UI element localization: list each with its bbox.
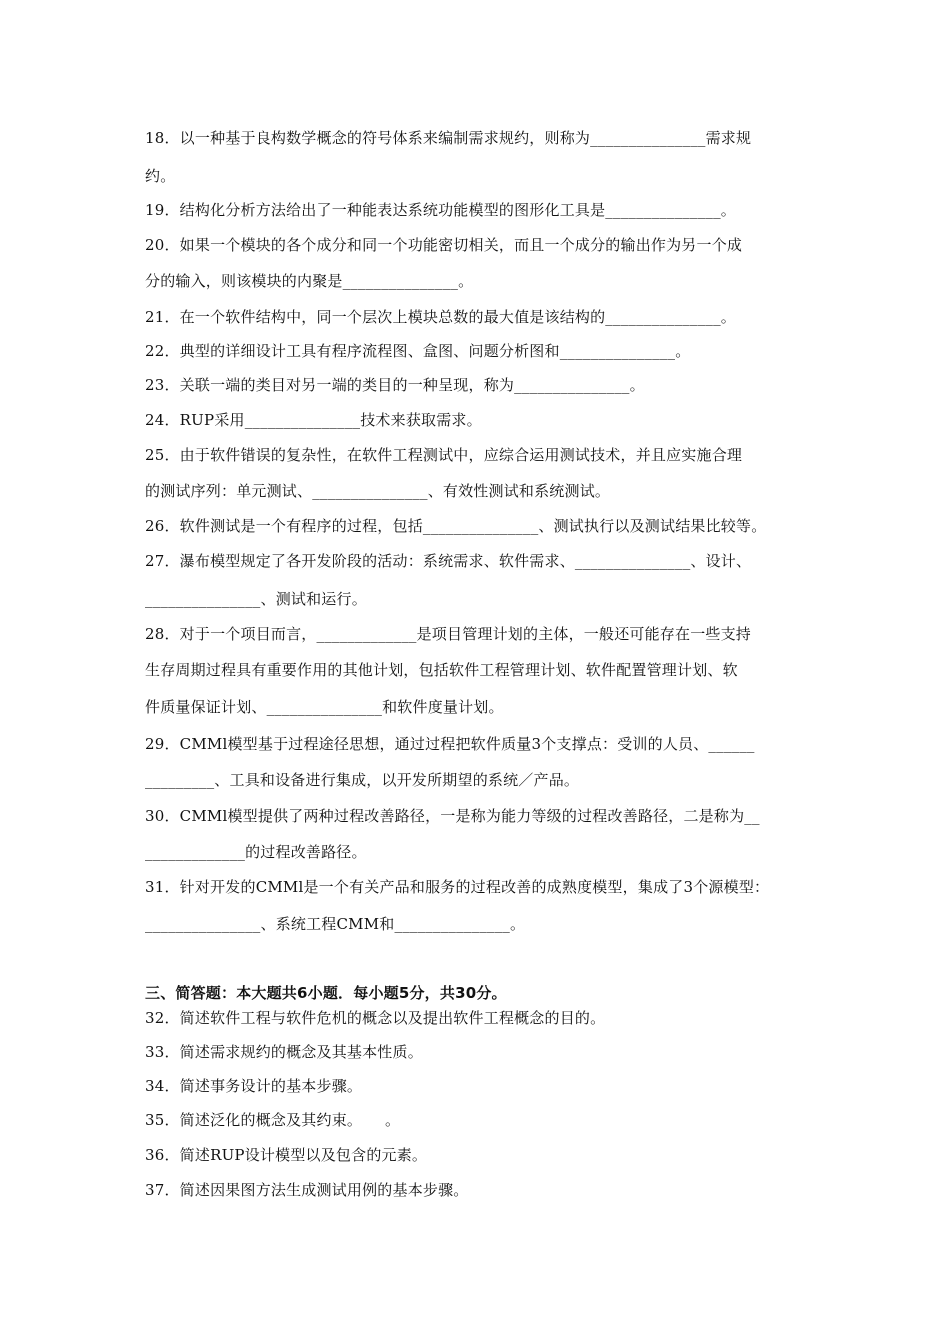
- question-24: 24．RUP采用_______________技术来获取需求。: [145, 411, 482, 429]
- question-31-line-1: 31．针对开发的CMMl是一个有关产品和服务的过程改善的成熟度模型，集成了3个源模型：: [145, 878, 770, 896]
- question-29-line-2: _________、工具和设备进行集成，以开发所期望的系统／产品。: [145, 771, 580, 789]
- question-32: 32．简述软件工程与软件危机的概念以及提出软件工程概念的目的。: [145, 1009, 606, 1027]
- question-27-line-2: _______________、测试和运行。: [145, 590, 367, 608]
- question-28-line-1: 28．对于一个项目而言，_____________是项目管理计划的主体，一般还可能存在一些支持: [145, 625, 751, 643]
- question-25-line-1: 25．由于软件错误的复杂性，在软件工程测试中，应综合运用测试技术，并且应实施合理: [145, 446, 743, 464]
- question-23: 23．关联一端的类目对另一端的类目的一种呈现，称为_______________。: [145, 376, 645, 394]
- question-37: 37．简述因果图方法生成测试用例的基本步骤。: [145, 1181, 469, 1199]
- question-27-line-1: 27．瀑布模型规定了各开发阶段的活动：系统需求、软件需求、_______________、设计、: [145, 552, 752, 570]
- question-33: 33．简述需求规约的概念及其基本性质。: [145, 1043, 423, 1061]
- question-28-line-2: 生存周期过程具有重要作用的其他计划，包括软件工程管理计划、软件配置管理计划、软: [145, 661, 738, 679]
- question-25-line-2: 的测试序列：单元测试、_______________、有效性测试和系统测试。: [145, 482, 611, 500]
- question-28-line-3: 件质量保证计划、_______________和软件度量计划。: [145, 698, 504, 716]
- question-19: 19．结构化分析方法给出了一种能表达系统功能模型的图形化工具是_______________。: [145, 201, 736, 219]
- question-34: 34．简述事务设计的基本步骤。: [145, 1077, 363, 1095]
- question-29-line-1: 29．CMMl模型基于过程途径思想，通过过程把软件质量3个支撑点：受训的人员、______: [145, 735, 755, 753]
- question-26: 26．软件测试是一个有程序的过程，包括_______________、测试执行以及测试结果比较等。: [145, 517, 767, 535]
- question-21: 21．在一个软件结构中，同一个层次上模块总数的最大值是该结构的_______________。: [145, 308, 736, 326]
- question-35: 35．简述泛化的概念及其约束。 。: [145, 1111, 401, 1129]
- question-30-line-1: 30．CMMl模型提供了两种过程改善路径，一是称为能力等级的过程改善路径，二是称为__: [145, 807, 760, 825]
- question-18-line-2: 约。: [145, 167, 176, 185]
- question-18-line-1: 18．以一种基于良构数学概念的符号体系来编制需求规约，则称为_______________需求规: [145, 129, 752, 147]
- question-36: 36．简述RUP设计模型以及包含的元素。: [145, 1146, 428, 1164]
- question-30-line-2: _____________的过程改善路径。: [145, 843, 367, 861]
- question-20-line-2: 分的输入，则该模块的内聚是_______________。: [145, 272, 474, 290]
- question-22: 22．典型的详细设计工具有程序流程图、盒图、问题分析图和_______________。: [145, 342, 691, 360]
- question-20-line-1: 20．如果一个模块的各个成分和同一个功能密切相关，而且一个成分的输出作为另一个成: [145, 236, 743, 254]
- section-heading: 三、简答题：本大题共6小题．每小题5分，共30分。: [145, 984, 507, 1002]
- question-31-line-2: _______________、系统工程CMM和_______________。: [145, 915, 526, 933]
